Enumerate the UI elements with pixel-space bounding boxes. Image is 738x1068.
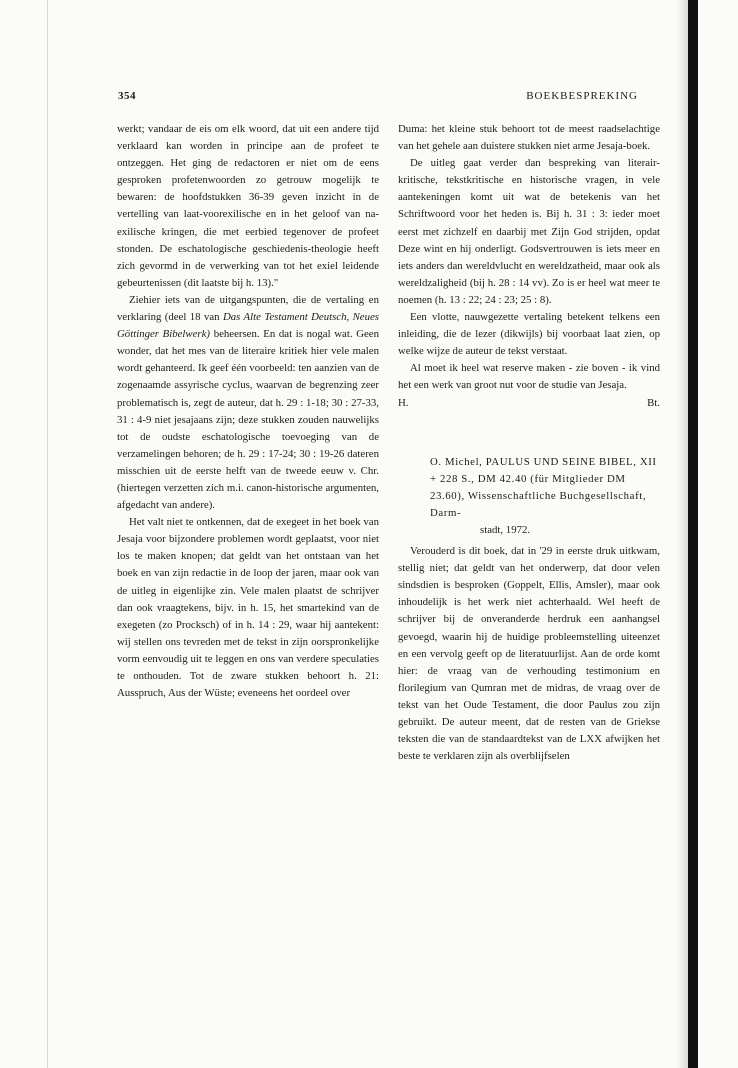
left-column — [117, 121, 379, 702]
page-fold-line — [47, 0, 48, 1068]
signature-initials: Bt. — [647, 396, 660, 409]
book-reference — [430, 454, 660, 539]
paragraph — [117, 292, 379, 514]
page-edge-border — [688, 0, 698, 1068]
paragraph: De uitleg gaat verder dan bespreking van literair-kritische, tekstkritische en historische vragen, in vele aantekeningen komt uit wat de betekenis van het Schriftwoord voor het heden is. Bij h. 31 : 3: ieder moet eerst met zichzelf en daarbij met Zijn God strijden, opdat Deze wint en hij onderligt. Godsvertrouwen is iets meer en iets anders dan wereldvlucht en wereldzatheid, maar ook als wereldzaligheid (bij h. 28 : 14 vv). Zo is er heel wat meer te noemen (h. 13 : 22; 24 : 23; 25 : 8). — [398, 157, 660, 306]
paragraph: Verouderd is dit boek, dat in '29 in eerste druk uitkwam, stellig niet; dat geldt van het onderwerp, dat door velen sindsdien is besproken (Goppelt, Ellis, Amsler), maar ook inhoudelijk is het werk niet achterhaald. Wel heeft de schrijver bij de onveranderde herdruk een aanhangsel gevoegd, waarin hij de huidige probleemstelling uiteenzet en een vervolg geeft op de literatuurlijst. Aan de orde komt hier: de vraag van de verhouding testimonium en florilegium van Qumran met de midras, de vraag over de tekst van het Oude Testament, die door Paulus zou zijn gebruikt. De auteur meent, dat de resten van de Griekse teksten die van de standaardtekst van de LXX afwijken het beste te verklaren zijn als overblijfselen — [398, 545, 660, 763]
page-edge-shadow — [677, 0, 688, 1068]
paragraph-text: Ziehier iets van de uitgangspunten, die de vertaling en verklaring (deel 18 van — [117, 293, 379, 324]
page-number: 354 — [118, 90, 136, 102]
signature-initial: H. — [398, 396, 409, 409]
paragraph: Het valt niet te ontkennen, dat de exegeet in het boek van Jesaja voor bijzondere problemen wordt geplaatst, voor niet los te maken knopen; dat geldt van het ontstaan van het boek en van zijn redactie in de loop der jaren, maar ook van de uitleg in eigenlijke zin. Vele malen plaatst de schrijver dan ook vraagtekens, bijv. in h. 15, het smartekind van de exegeten (zo Procksch) of in h. 14 : 29, waar hij aantekent: wij stellen ons tevreden met de tekst in zijn oorspronkelijke vorm eenvoudig uit te leggen en ons van verdere speculaties te onthouden. Tot de zware stukken behoort h. 21: Ausspruch, Aus der Wüste; eveneens het oordeel over — [117, 516, 379, 700]
paragraph: werkt; vandaar de eis om elk woord, dat uit een andere tijd verklaard kan worden in principe aan de profeet te ontzeggen. Het ging de redactoren er niet om de eens gesproken profetenwoorden zo getrouw mogelijk te bewaren: de hoofdstukken 36-39 geven inzicht in de vertelling van laat-voorexilische en in het geloof van na-exilische kringen, die met eerbied tegenover de profeet stonden. De eschatologische geschiedenis-theologie heeft zich gevormd in de verwerking van tot het exiel leidende gebeurtenissen (dit laatste bij h. 13)." — [117, 123, 379, 289]
series-title: Das Alte Testament Deutsch, Neues Göttinger Bibelwerk) — [117, 311, 379, 341]
paragraph: Een vlotte, nauwgezette vertaling betekent telkens een inleiding, die de lezer (dikwijls) bij voorbaat laat zien, op welke wijze de auteur de tekst verstaat. — [398, 311, 660, 358]
paragraph: Al moet ik heel wat reserve maken - zie boven - ik vind het een werk van groot nut voor de studie van Jesaja. — [398, 362, 660, 392]
right-column — [398, 121, 660, 765]
paragraph: Duma: het kleine stuk behoort tot de meest raadselachtige van het gehele aan duistere stukken niet arme Jesaja-boek. — [398, 123, 660, 153]
running-head: BOEKBESPREKING — [526, 90, 638, 102]
paragraph-text: beheersen. En dat is nogal wat. Geen wonder, dat het mes van de literaire kritiek hier vele malen wordt gehanteerd. Ik geef één voorbeeld: ten aanzien van de zogenaamde assyrische cyclus, waarvan de begrenzing zeer problematisch is, zegt de auteur, dat h. 29 : 1-18; 30 : 27-33, 31 : 4-9 niet jesajaans zijn; deze stukken zouden nauwelijks tot de oudste eschatologische toevoeging van de verzamelingen behoren; de h. 29 : 17-24; 30 : 19-26 dateren misschien uit de eerste helft van de tweede eeuw v. Chr. (hiertegen verzetten zich m.i. canon-historische argumenten, afgedacht van andere). — [117, 328, 379, 512]
book-reference-place: stadt, 1972. — [480, 523, 531, 536]
book-reference-text: O. Michel, PAULUS UND SEINE BIBEL, XII + 228 S., DM 42.40 (für Mitglieder DM 23.60), Wissenschaftliche Buchgesellschaft, Darm- — [430, 455, 657, 519]
reviewer-signature — [398, 395, 660, 412]
